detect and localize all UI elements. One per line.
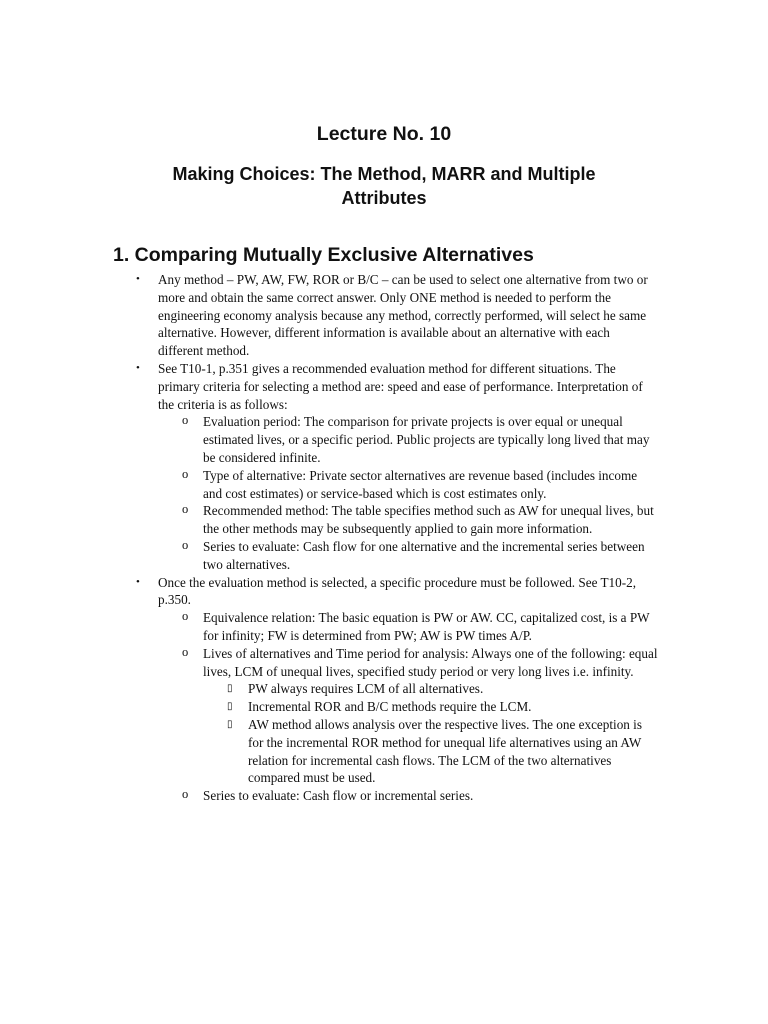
sub-sub-list-item: [203, 680, 658, 698]
sub-list-item-text: Lives of alternatives and Time period for analysis: Always one of the following: equal lives, LCM of unequal lives, specified study period or very long lives i.e. infinity.: [203, 645, 658, 679]
document-title: Making Choices: The Method, MARR and Multiple Attributes: [172, 164, 596, 208]
list-item: [0, 574, 658, 805]
section-heading: 1. Comparing Mutually Exclusive Alternatives: [113, 244, 534, 266]
list-item-text: Once the evaluation method is selected, a specific procedure must be followed. See T10-2, p.350.: [158, 574, 637, 608]
sub-list-item: [158, 645, 658, 787]
sub-sub-list-item-text: Incremental ROR and B/C methods require the LCM.: [248, 699, 532, 715]
box-bullet-marker: ▯: [227, 718, 233, 730]
sub-sub-list-item-text: PW always requires LCM of all alternatives.: [248, 681, 484, 697]
sub-list-item: [158, 467, 658, 503]
sub-list: [158, 609, 658, 805]
sub-sub-list-item: [203, 698, 658, 716]
sub-list-item: [158, 538, 658, 574]
sub-list-item: [158, 787, 658, 805]
sub-sub-list: [203, 680, 658, 787]
bullet-marker: •: [136, 575, 140, 588]
sub-list-item-text: Recommended method: The table specifies method such as AW for unequal lives, but the other methods may be subsequently applied to gain more information.: [203, 503, 654, 537]
sub-sub-list-item-text: AW method allows analysis over the respective lives. The one exception is for the incremental ROR method for unequal life alternatives using an AW relation for incremental cash flows. The LCM of the two alternatives compared must be used.: [248, 716, 642, 786]
sub-list-item-text: Equivalence relation: The basic equation is PW or AW. CC, capitalized cost, is a PW for infinity; FW is determined from PW; AW is PW times A/P.: [203, 610, 650, 643]
list-item: [0, 271, 658, 360]
box-bullet-marker: ▯: [227, 683, 233, 695]
sub-bullet-marker: o: [182, 609, 189, 624]
sub-list-item-text: Evaluation period: The comparison for private projects is over equal or unequal estimated lives, or a specific period. Public projects are typically long lived that may be considered infinite.: [203, 414, 650, 465]
lecture-title: Lecture No. 10: [316, 123, 452, 145]
bullet-marker: •: [136, 361, 140, 374]
sub-sub-list-item: [203, 716, 658, 787]
list-item: [0, 360, 658, 574]
sub-bullet-marker: o: [182, 466, 189, 481]
sub-bullet-marker: o: [182, 502, 189, 517]
sub-list-item: [158, 502, 658, 538]
sub-list-item: [158, 413, 658, 466]
list-item-text: See T10-1, p.351 gives a recommended evaluation method for different situations. The primary criteria for selecting a method are: speed and ease of performance. Interpretation of the criteria is as follows:: [158, 360, 643, 412]
sub-list-item-text: Series to evaluate: Cash flow or incremental series.: [203, 788, 474, 804]
box-bullet-marker: ▯: [227, 701, 233, 713]
sub-bullet-marker: o: [182, 537, 189, 552]
sub-list: [158, 413, 658, 573]
list-item-text: Any method – PW, AW, FW, ROR or B/C – can be used to select one alternative from two or more and obtain the same correct answer. Only ONE method is needed to perform the engineering economy analysis because any method, correctly performed, will select he same alternative. However, different information is available about an alternative with each different method.: [158, 272, 648, 359]
sub-bullet-marker: o: [182, 644, 189, 659]
sub-bullet-marker: o: [182, 413, 189, 428]
bullet-list: [0, 271, 768, 805]
sub-bullet-marker: o: [182, 787, 189, 802]
section-body: [0, 271, 768, 805]
bullet-marker: •: [136, 273, 140, 285]
sub-list-item-text: Series to evaluate: Cash flow for one alternative and the incremental series between two alternatives.: [203, 538, 645, 572]
sub-list-item: [158, 609, 658, 645]
sub-list-item-text: Type of alternative: Private sector alternatives are revenue based (includes income and cost estimates) or service-based which is cost estimates only.: [203, 467, 638, 501]
